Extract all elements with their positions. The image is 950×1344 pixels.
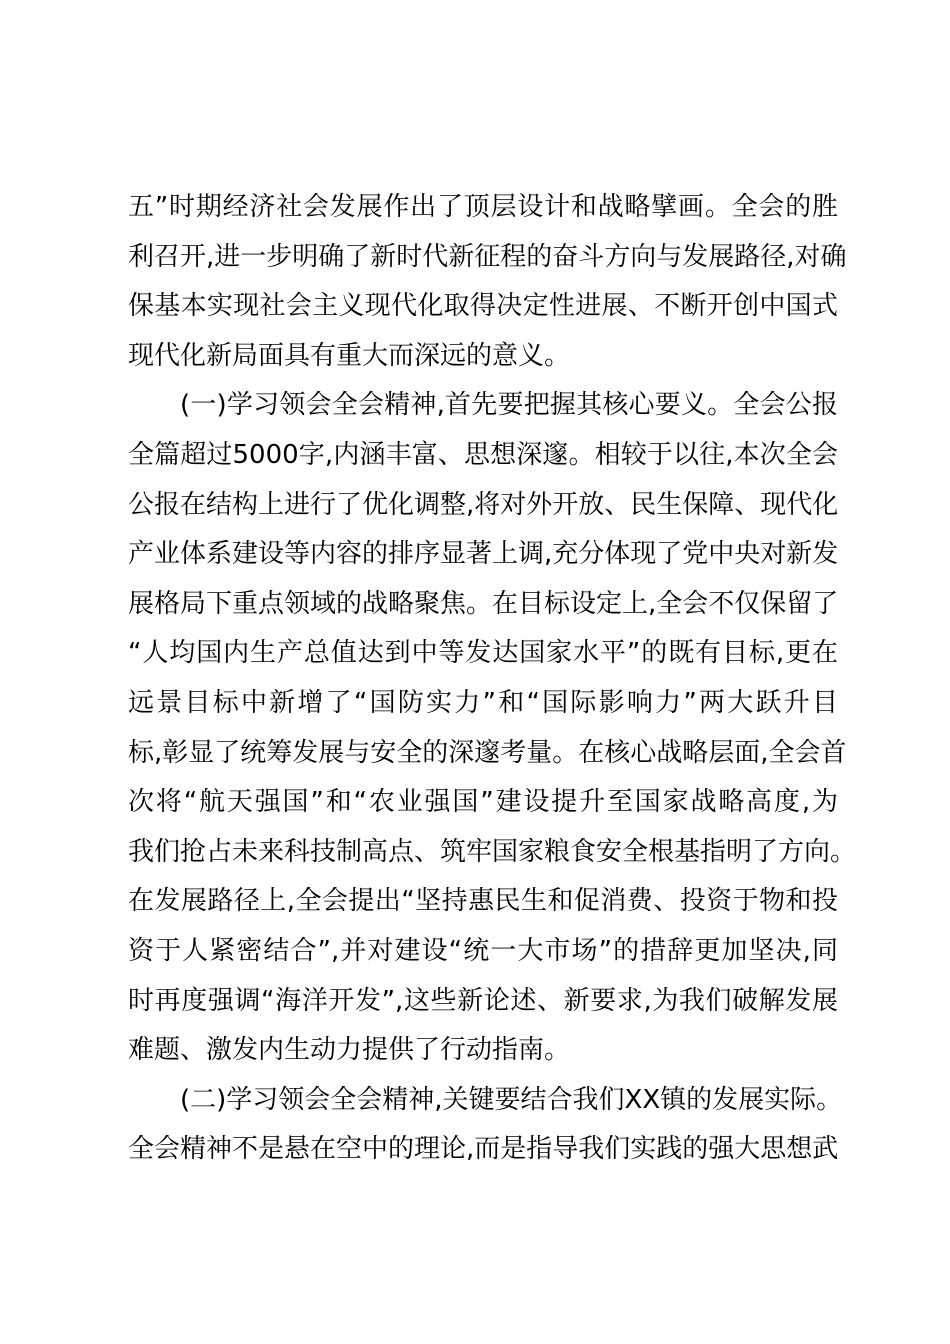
text-line: 利召开,进一步明确了新时代新征程的奋斗方向与发展路径,对确 [128, 241, 847, 272]
text-line: 现代化新局面具有重大而深远的意义。 [128, 340, 571, 371]
text-line: 保基本实现社会主义现代化取得决定性进展、不断开创中国式 [128, 291, 838, 322]
body-text [128, 183, 857, 1175]
paragraph-first-line: (二)学习领会全会精神,关键要结合我们XX镇的发展实际。 [180, 1084, 843, 1115]
text-line: 在发展路径上,全会提出“坚持惠民生和促消费、投资于物和投 [128, 886, 838, 917]
text-line: 产业体系建设等内容的排序显著上调,充分体现了党中央对新发 [128, 539, 839, 570]
text-line: 次将“航天强国”和“农业强国”建设提升至国家战略高度,为 [128, 787, 838, 818]
text-line: “人均国内生产总值达到中等发达国家水平”的既有目标,更在 [128, 638, 838, 669]
text-line: 难题、激发内生动力提供了行动指南。 [128, 1035, 571, 1066]
text-line: 资于人紧密结合”,并对建设“统一大市场”的措辞更加坚决,同 [128, 935, 838, 966]
text-line: 公报在结构上进行了优化调整,将对外开放、民生保障、现代化 [128, 489, 839, 520]
text-line: 标,彰显了统筹发展与安全的深邃考量。在核心战略层面,全会首 [128, 737, 847, 768]
text-line: 我们抢占未来科技制高点、筑牢国家粮食安全根基指明了方向。 [128, 836, 857, 867]
text-line: 展格局下重点领域的战略聚焦。在目标设定上,全会不仅保留了 [128, 588, 839, 619]
text-line: 远景目标中新增了“国防实力”和“国际影响力”两大跃升目 [128, 687, 838, 718]
text-line: 五”时期经济社会发展作出了顶层设计和战略擘画。全会的胜 [128, 192, 838, 222]
text-line: 时再度强调“海洋开发”,这些新论述、新要求,为我们破解发展 [128, 985, 838, 1016]
text-line: 全会精神不是悬在空中的理论,而是指导我们实践的强大思想武 [128, 1134, 839, 1165]
paragraph-first-line: (一)学习领会全会精神,首先要把握其核心要义。全会公报 [180, 390, 838, 421]
text-line: 全篇超过5000字,内涵丰富、思想深邃。相较于以往,本次全会 [128, 439, 838, 470]
